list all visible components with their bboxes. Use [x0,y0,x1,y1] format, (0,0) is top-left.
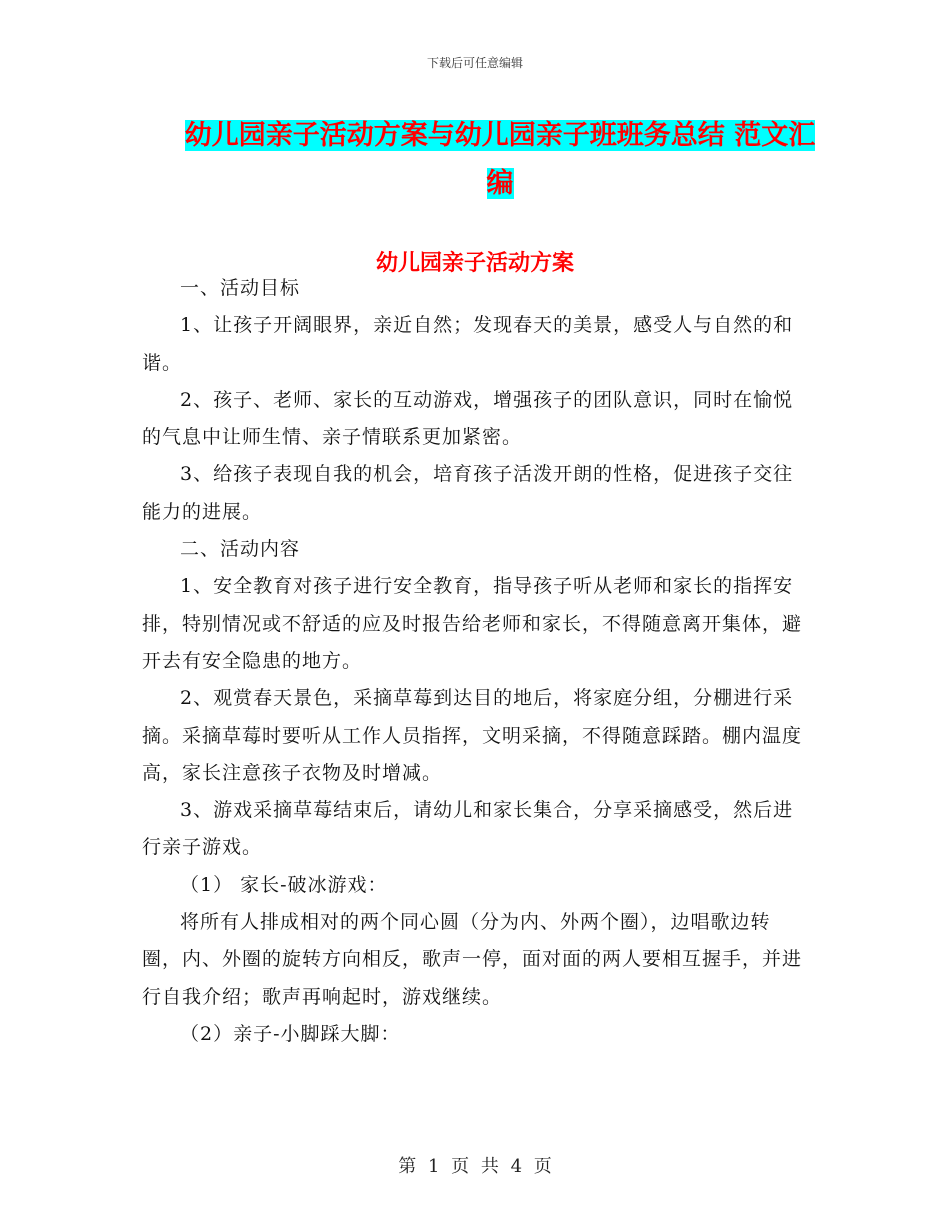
document-body [142,270,810,1053]
paragraph: 3、游戏采摘草莓结束后，请幼儿和家长集合，分享采摘感受，然后进行亲子游戏。 [142,799,794,859]
paragraph: 2、观赏春天景色，采摘草莓到达目的地后，将家庭分组，分棚进行采摘。采摘草莓时要听从工作人员指挥，文明采摘，不得随意踩踏。棚内温度高，家长注意孩子衣物及时增减。 [142,687,803,784]
page-header-note: 下载后可任意编辑 [426,56,523,70]
paragraph: 2、孩子、老师、家长的互动游戏，增强孩子的团队意识，同时在愉悦的气息中让师生情、亲子情联系更加紧密。 [142,388,794,449]
document-title [180,112,820,208]
section-title: 幼儿园亲子活动方案 [375,250,574,276]
document-title-text: 幼儿园亲子活动方案与幼儿园亲子班班务总结 范文汇编 [184,120,816,199]
paragraph: 1、安全教育对孩子进行安全教育，指导孩子听从老师和家长的指挥安排，特别情况或不舒适的应及时报告给老师和家长，不得随意离开集体，避开去有安全隐患的地方。 [142,575,803,672]
paragraph: 一、活动目标 [180,277,301,299]
paragraph: 3、给孩子表现自我的机会，培育孩子活泼开朗的性格，促进孩子交往能力的进展。 [142,463,794,523]
paragraph: （1） 家长-破冰游戏： [180,873,388,896]
page-number-footer: 第 1 页 共 4 页 [398,1156,552,1177]
paragraph: 二、活动内容 [180,538,301,561]
paragraph: 将所有人排成相对的两个同心圆（分为内、外两个圈），边唱歌边转圈，内、外圈的旋转方向相反，歌声一停，面对面的两人要相互握手，并进行自我介绍；歌声再响起时，游戏继续。 [142,911,803,1008]
paragraph: 1、让孩子开阔眼界，亲近自然；发现春天的美景，感受人与自然的和谐。 [142,314,794,374]
paragraph: （2）亲子-小脚踩大脚： [180,1022,401,1045]
